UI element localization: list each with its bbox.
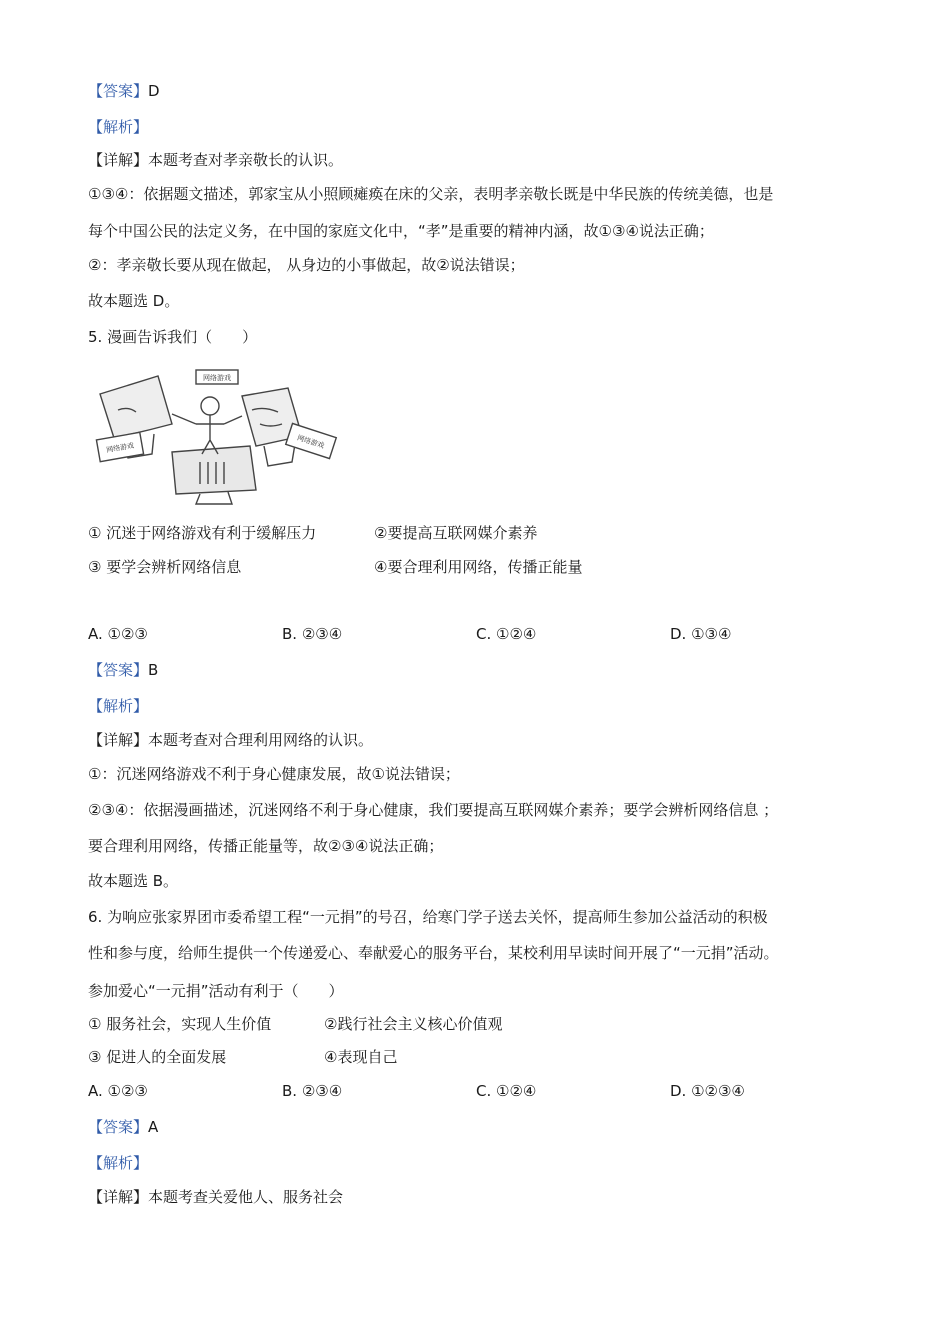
q5-para2a: ②③④：依据漫画描述，沉迷网络不利于身心健康，我们要提高互联网媒介素养；要学会辨析网络信息 ； bbox=[88, 801, 779, 819]
q5-detail-line bbox=[88, 729, 373, 751]
q5-para1: ①：沉迷网络游戏不利于身心健康发展，故①说法错误； bbox=[88, 765, 460, 783]
q5-stem: 5. 漫画告诉我们（ ） bbox=[88, 328, 258, 346]
cartoon-label-right: 网络游戏 bbox=[296, 433, 326, 451]
q6-statement-3: ③ 促进人的全面发展 bbox=[88, 1048, 227, 1066]
cartoon-label-top: 网络游戏 bbox=[203, 374, 231, 382]
q6-detail-line bbox=[88, 1186, 343, 1208]
q5-statement-2: ②要提高互联网媒介素养 bbox=[374, 524, 538, 542]
q4-para1b: 每个中国公民的法定义务，在中国的家庭文化中，“孝”是重要的精神内涵，故①③④说法正确； bbox=[88, 222, 714, 240]
answer-tag: 【答案】 bbox=[88, 661, 149, 679]
q4-detail: 本题考查对孝亲敬长的认识。 bbox=[148, 151, 344, 169]
q6-answer-line bbox=[88, 1116, 158, 1138]
q5-statement-3: ③ 要学会辨析网络信息 bbox=[88, 558, 242, 576]
q4-para1a: ①③④：依据题文描述，郭家宝从小照顾瘫痪在床的父亲，表明孝亲敬长既是中华民族的传统美德，也是 bbox=[88, 185, 774, 203]
cartoon-label-left: 网络游戏 bbox=[105, 441, 135, 455]
q6-detail: 本题考查关爱他人、服务社会 bbox=[148, 1188, 344, 1206]
q6-option-d: D. ①②③④ bbox=[670, 1082, 745, 1100]
detail-tag: 【详解】 bbox=[88, 731, 149, 749]
q5-detail: 本题考查对合理利用网络的认识。 bbox=[148, 731, 374, 749]
answer-tag: 【答案】 bbox=[88, 1118, 149, 1136]
q5-option-c: C. ①②④ bbox=[476, 625, 537, 643]
q5-statement-4: ④要合理利用网络，传播正能量 bbox=[374, 558, 583, 576]
q5-answer: B bbox=[148, 661, 159, 679]
q5-answer-line bbox=[88, 659, 158, 681]
detail-tag: 【详解】 bbox=[88, 151, 149, 169]
q6-statement-2: ②践行社会主义核心价值观 bbox=[324, 1015, 503, 1033]
q6-option-c: C. ①②④ bbox=[476, 1082, 537, 1100]
q6-stem-1: 6. 为响应张家界团市委希望工程“一元捐”的号召，给寒门学子送去关怀，提高师生参加公益活动的积极 bbox=[88, 908, 768, 926]
q6-stem-3: 参加爱心“一元捐”活动有利于（ ） bbox=[88, 982, 344, 1000]
q4-para2: ②：孝亲敬长要从现在做起， 从身边的小事做起，故②说法错误； bbox=[88, 256, 525, 274]
q5-option-b: B. ②③④ bbox=[282, 625, 343, 643]
q6-option-b: B. ②③④ bbox=[282, 1082, 343, 1100]
answer-tag: 【答案】 bbox=[88, 82, 149, 100]
q4-answer: D bbox=[148, 82, 160, 100]
q6-statement-1: ① 服务社会，实现人生价值 bbox=[88, 1015, 272, 1033]
q4-analysis-tag: 【解析】 bbox=[88, 118, 149, 136]
q6-answer: A bbox=[148, 1118, 159, 1136]
q6-statement-4: ④表现自己 bbox=[324, 1048, 398, 1066]
cartoon-image bbox=[92, 366, 342, 508]
q5-analysis-tag: 【解析】 bbox=[88, 697, 149, 715]
q5-para2b: 要合理利用网络，传播正能量等，故②③④说法正确； bbox=[88, 837, 444, 855]
detail-tag: 【详解】 bbox=[88, 1188, 149, 1206]
q6-stem-2: 性和参与度，给师生提供一个传递爱心、奉献爱心的服务平台，某校利用早读时间开展了“一元捐”活动。 bbox=[88, 944, 779, 962]
q4-conclusion: 故本题选 D。 bbox=[88, 292, 180, 310]
q5-option-d: D. ①③④ bbox=[670, 625, 732, 643]
q6-option-a: A. ①②③ bbox=[88, 1082, 148, 1100]
q5-statement-1: ① 沉迷于网络游戏有利于缓解压力 bbox=[88, 524, 317, 542]
q5-conclusion: 故本题选 B。 bbox=[88, 872, 179, 890]
q6-analysis-tag: 【解析】 bbox=[88, 1154, 149, 1172]
q4-answer-line bbox=[88, 80, 160, 102]
q5-option-a: A. ①②③ bbox=[88, 625, 148, 643]
q4-detail-line bbox=[88, 149, 343, 171]
